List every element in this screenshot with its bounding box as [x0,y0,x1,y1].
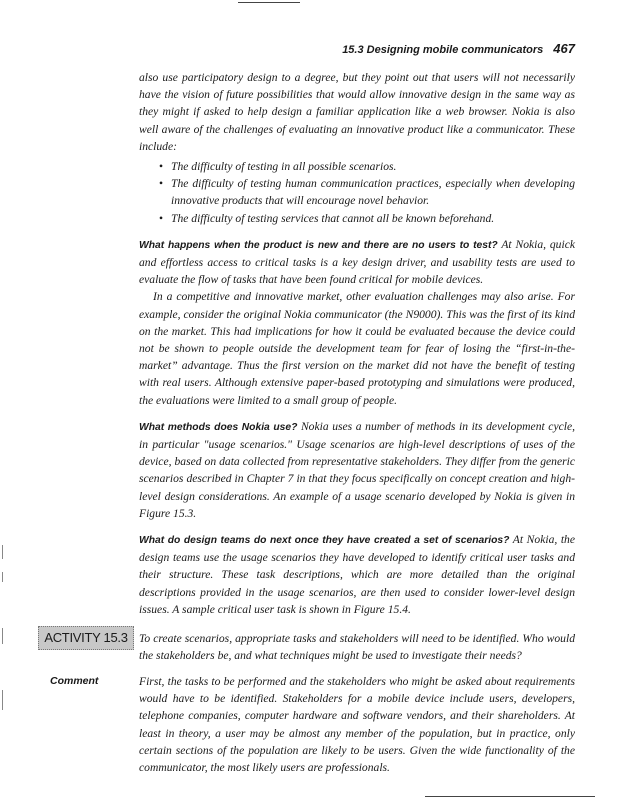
answer-text: Nokia uses a number of methods in its development cycle, in particular "usage scenarios." Usage scenarios are high-level descriptions of uses of the device, based on data collected from representative stakeholders. They differ from the generic scenarios described in Chapter 7 in that they focus specifically on concept creation and high-level design considerations. An example of a usage scenario developed by Nokia is given in Figure 15.3. [139,419,575,520]
activity-text: To create scenarios, appropriate tasks and stakeholders will need to be identified. Who would the stakeholders be, and what techniques might be used to investigate their needs? [139,632,575,663]
page-header [342,41,575,56]
question-heading: What do design teams do next once they have created a set of scenarios? [139,535,510,547]
list-item: • The difficulty of testing human communication practices, especially when developing innovative products that will encourage novel behavior. [159,177,575,208]
running-head: 15.3 Designing mobile communicators [342,44,544,56]
margin-mark [2,572,3,582]
activity-label: ACTIVITY 15.3 [38,626,134,650]
intro-paragraph: also use participatory design to a degree, but they point out that users will not necessarily have the vision of future possibilities that would allow innovative design in the same way as they might if asked to help design a familiar application like a web browser. Nokia is also well aware of the challenges of evaluating an innovative product like a communicator. These include: [139,71,575,153]
challenges-list [139,158,575,227]
margin-mark [2,545,3,559]
body-text [139,69,575,618]
page-number: 467 [553,41,575,56]
list-item: • The difficulty of testing in all possible scenarios. [159,160,397,174]
margin-mark [2,690,3,710]
answer-text: At Nokia, the design teams use the usage scenarios they have developed to identify critical user tasks and their structure. These task descriptions, which are more detailed than the original descriptions provided in the usage scenarios, are then used to consider lower-level design issues. A sample critical user task is shown in Figure 15.4. [139,533,576,616]
qa-paragraph [139,236,575,289]
question-heading: What methods does Nokia use? [139,421,298,433]
qa-paragraph [139,531,575,618]
list-item: • The difficulty of testing services that cannot all be known beforehand. [159,211,495,225]
comment-text: First, the tasks to be performed and the stakeholders who might be asked about requirements would have to be identified. Stakeholders for a mobile device include users, developers, telephone companies, computer hardware and software vendors, and their shareholders. At least in theory, a user may be almost any member of the population, but in practice, only certain sections of the population are likely to be users. Given the wide functionality of the communicator, the most likely users are professionals. [139,675,575,775]
qa-paragraph [139,418,575,522]
comment-label: Comment [50,675,99,687]
top-rule [238,2,300,3]
margin-mark [2,628,3,644]
bottom-rule [425,796,595,797]
question-heading: What happens when the product is new and there are no users to test? [139,239,498,251]
answer-text: At Nokia, quick and effortless access to critical tasks is a key design driver, and usability tests are used to evaluate the flow of tasks that have been found critical for mobile devices. [139,237,575,287]
paragraph: In a competitive and innovative market, other evaluation challenges may also arise. For example, consider the original Nokia communicator (the N9000). This was the first of its kind on the market. This had implications for how it could be evaluated because the device could not be shown to people outside the development team for fear of losing the “first-in-the-market” advantage. Thus the first version on the market did not have the benefit of testing with real users. Although extensive paper-based prototyping and simulations were produced, the evaluations were limited to a small group of people. [139,290,575,407]
